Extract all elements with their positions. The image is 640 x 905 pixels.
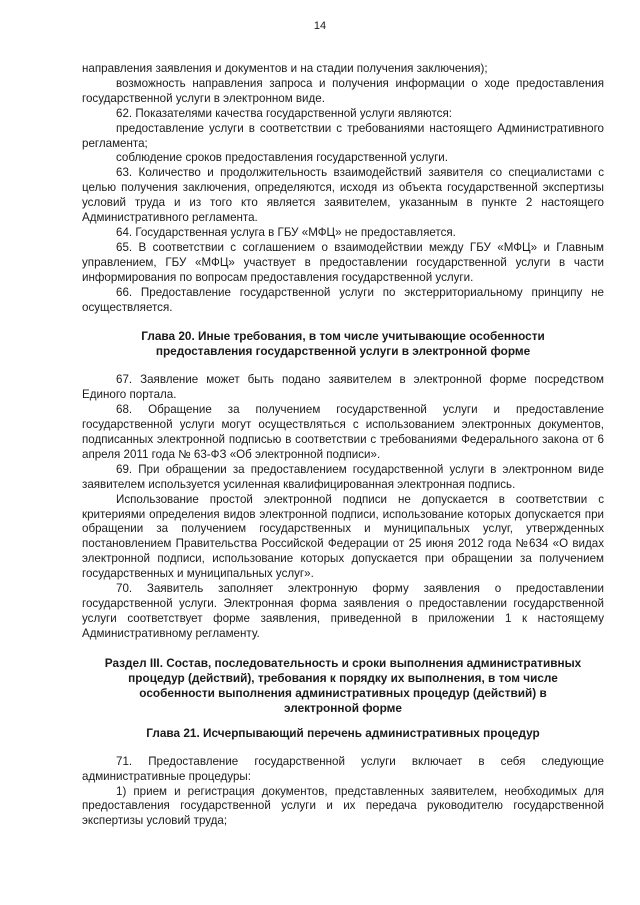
paragraph: 66. Предоставление государственной услуги по экстерриториальному принципу не осуществляется. — [82, 285, 604, 314]
paragraph: 64. Государственная услуга в ГБУ «МФЦ» не предоставляется. — [116, 225, 456, 239]
paragraph: 70. Заявитель заполняет электронную форму заявления о предоставлении государственной услуги. Электронная форма заявления о предоставлении государственной услуги соответствует форме заявления, приведенной в приложении 1 к настоящему Административному регламенту. — [82, 582, 604, 640]
paragraphs-block-2 — [82, 373, 604, 641]
paragraphs-block-1 — [82, 62, 604, 315]
paragraph: 68. Обращение за получением государственной услуги и предоставление государственной услуги могут осуществляться с использованием электронных документов, подписанных электронной подписью в соответствии с требованиями Федерального закона от 6 апреля 2011 года № 63-ФЗ «Об электронной подписи». — [82, 403, 604, 461]
paragraph: 65. В соответствии с соглашением о взаимодействии между ГБУ «МФЦ» и Главным управлением, ГБУ «МФЦ» участвует в предоставлении государственной услуги в части информирования по вопросам предоставления государственной услуги. — [82, 240, 604, 284]
page-number: 14 — [313, 20, 327, 32]
paragraph: 69. При обращении за предоставлением государственной услуги в электронном виде заявителем используется усиленная квалифицированная электронная подпись. — [82, 462, 604, 491]
paragraph: возможность направления запроса и получения информации о ходе предоставления государственной услуги в электронном виде. — [82, 76, 604, 105]
paragraph: 62. Показателями качества государственной услуги являются: — [116, 106, 452, 120]
chapter-21-heading: Глава 21. Исчерпывающий перечень административных процедур — [146, 725, 540, 740]
paragraph: 67. Заявление может быть подано заявителем в электронной форме посредством Единого портала. — [82, 373, 604, 402]
paragraph: направления заявления и документов и на стадии получения заключения); — [82, 62, 488, 75]
document-body — [82, 62, 604, 829]
paragraph: 71. Предоставление государственной услуги включает в себя следующие административные процедуры: — [82, 754, 604, 783]
chapter-20-heading: Глава 20. Иные требования, в том числе учитывающие особенности предоставления государственной услуги в электронной форме — [141, 329, 545, 359]
paragraph: 1) прием и регистрация документов, представленных заявителем, необходимых для предоставления государственной услуги и их передача руководителю государственной экспертизы условий труда; — [82, 784, 604, 828]
paragraph: предоставление услуги в соответствии с требованиями настоящего Административного регламента; — [82, 121, 604, 150]
paragraph: Использование простой электронной подписи не допускается в соответствии с критериями определения видов электронной подписи, использование которых допускается при обращении за получением государственных и муниципальных услуг, утвержденных постановлением Правительства Российской Федерации от 25 июня 2012 года №634 «О видах электронной подписи, использование которых допускается при обращении за получением государственных и муниципальных услуг». — [82, 492, 604, 581]
paragraphs-block-3 — [82, 755, 604, 830]
section-3-heading: Раздел III. Состав, последовательность и сроки выполнения административных процедур (действий), требования к порядку их выполнения, в том числе особенности выполнения административных процедур (действий) в электронной форме — [104, 655, 582, 715]
paragraph: соблюдение сроков предоставления государственной услуги. — [116, 151, 449, 165]
paragraph: 63. Количество и продолжительность взаимодействий заявителя со специалистами с целью получения заключения, определяются, исходя из объекта государственной экспертизы условий труда и из того кто является заявителем, указанным в пункте 2 настоящего Административного регламента. — [82, 166, 604, 225]
